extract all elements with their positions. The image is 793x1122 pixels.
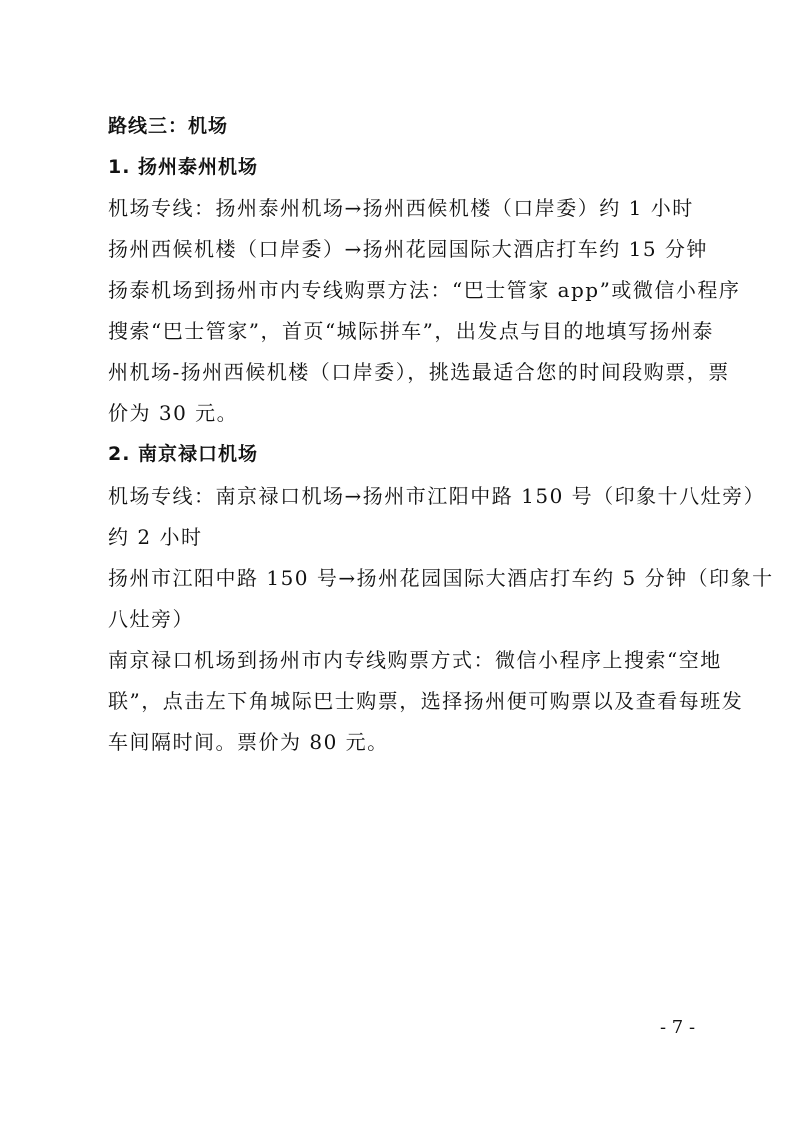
paragraph-line: 机场专线：扬州泰州机场→扬州西候机楼（口岸委）约 1 小时 [108, 196, 694, 220]
paragraph-line: 车间隔时间。票价为 80 元。 [108, 730, 389, 754]
page-number: - 7 - [660, 1017, 696, 1038]
paragraph-line: 联”，点击左下角城际巴士购票，选择扬州便可购票以及查看每班发 [108, 689, 744, 713]
paragraph-line: 价为 30 元。 [108, 401, 239, 425]
paragraph-line: 扬州市江阳中路 150 号→扬州花园国际大酒店打车约 5 分钟（印象十 [108, 566, 774, 590]
paragraph-line: 南京禄口机场到扬州市内专线购票方式：微信小程序上搜索“空地 [108, 648, 722, 672]
paragraph-line: 机场专线：南京禄口机场→扬州市江阳中路 150 号（印象十八灶旁） [108, 484, 766, 508]
route-title: 路线三：机场 [108, 115, 229, 137]
section-heading-nanjing-lukou-airport: 2. 南京禄口机场 [108, 443, 259, 465]
paragraph-line: 州机场-扬州西候机楼（口岸委），挑选最适合您的时间段购票，票 [108, 360, 730, 384]
section-heading-yangzhou-taizhou-airport: 1. 扬州泰州机场 [108, 156, 259, 178]
paragraph-line: 约 2 小时 [108, 525, 203, 549]
paragraph-line: 八灶旁） [108, 607, 194, 631]
paragraph-line: 扬泰机场到扬州市内专线购票方法：“巴士管家 app”或微信小程序 [108, 278, 741, 302]
paragraph-line: 扬州西候机楼（口岸委）→扬州花园国际大酒店打车约 15 分钟 [108, 237, 708, 261]
paragraph-line: 搜索“巴士管家”，首页“城际拼车”，出发点与目的地填写扬州泰 [108, 319, 714, 343]
